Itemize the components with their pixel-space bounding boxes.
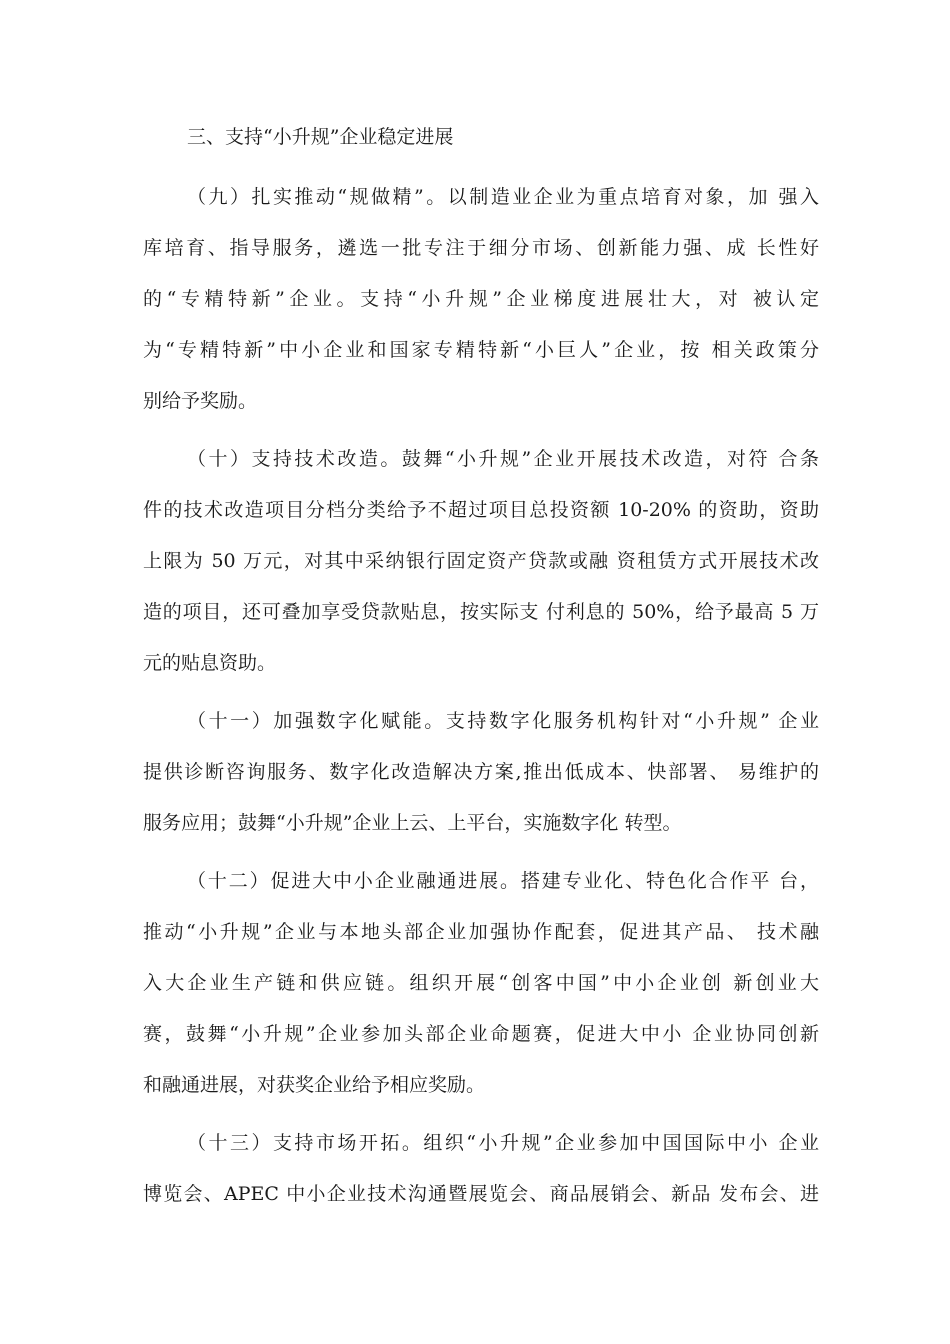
paragraph-line: 赛，鼓舞“小升规”企业参加头部企业命题赛，促进大中小 企业协同创新 [143,1023,819,1045]
paragraph-line: 博览会、APEC 中小企业技术沟通暨展览会、商品展销会、新品 发布会、进 [143,1183,819,1205]
paragraph-line: （九）扎实推动“规做精”。以制造业企业为重点培育对象，加 强入 [187,186,819,208]
paragraph-line: （十二）促进大中小企业融通进展。搭建专业化、特色化合作平 台， [187,870,819,892]
paragraph-line: 提供诊断咨询服务、数字化改造解决方案,推出低成本、快部署、 易维护的 [143,761,819,783]
paragraph-line: 服务应用；鼓舞“小升规”企业上云、上平台，实施数字化 转型。 [143,812,682,834]
paragraph-line: 入大企业生产链和供应链。组织开展“创客中国”中小企业创 新创业大 [143,972,819,994]
paragraph-line: 元的贴息资助。 [143,652,277,674]
paragraph-line: （十一）加强数字化赋能。支持数字化服务机构针对“小升规” 企业 [187,710,819,732]
paragraph-line: 上限为 50 万元，对其中采纳银行固定资产贷款或融 资租赁方式开展技术改 [143,550,819,572]
paragraph-line: 库培育、指导服务，遴选一批专注于细分市场、创新能力强、成 长性好 [143,237,819,259]
paragraph-line: 的“专精特新”企业。支持“小升规”企业梯度进展壮大，对 被认定 [143,288,819,310]
paragraph-line: 为“专精特新”中小企业和国家专精特新“小巨人”企业，按 相关政策分 [143,339,819,361]
paragraph-line: 别给予奖励。 [143,390,258,412]
paragraph-line: 推动“小升规”企业与本地头部企业加强协作配套，促进其产品、 技术融 [143,921,819,943]
section-heading: 三、支持“小升规”企业稳定进展 [187,126,454,148]
paragraph-line: 造的项目，还可叠加享受贷款贴息，按实际支 付利息的 50%，给予最高 5 万 [143,601,819,623]
paragraph-line: （十）支持技术改造。鼓舞“小升规”企业开展技术改造，对符 合条 [187,448,819,470]
paragraph-line: 件的技术改造项目分档分类给予不超过项目总投资额 10-20% 的资助，资助 [143,499,819,521]
paragraph-line: 和融通进展，对获奖企业给予相应奖励。 [143,1074,486,1096]
paragraph-line: （十三）支持市场开拓。组织“小升规”企业参加中国国际中小 企业 [187,1132,819,1154]
